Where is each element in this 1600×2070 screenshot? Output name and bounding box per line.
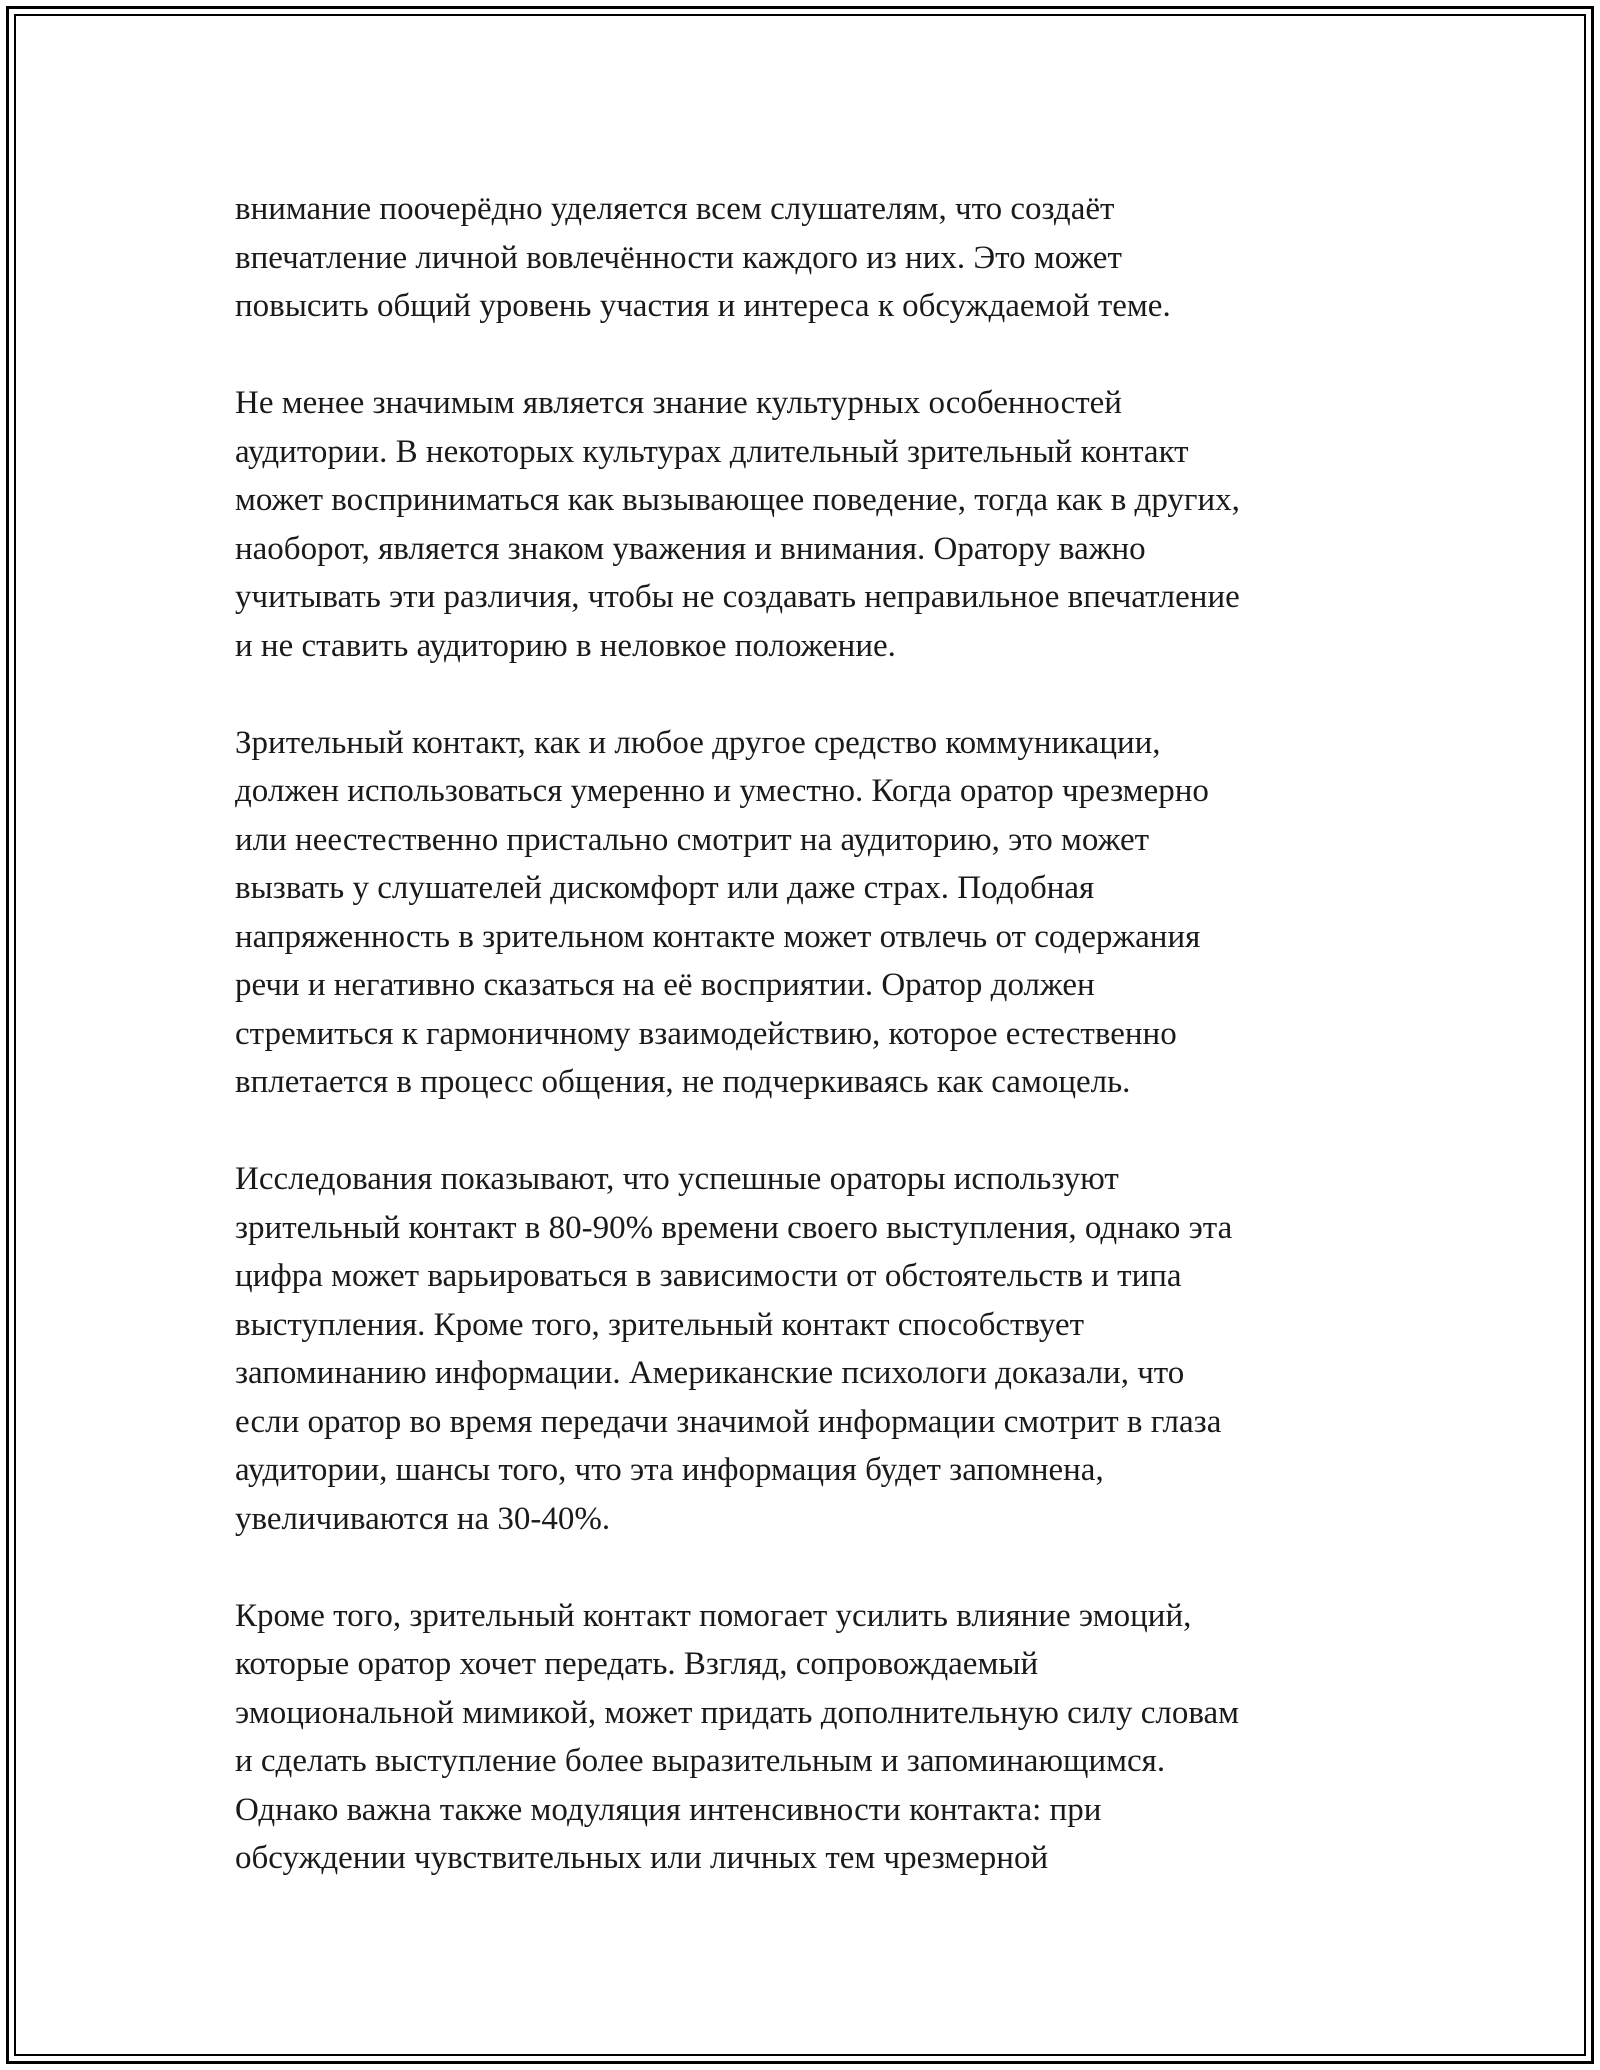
text-line: Исследования показывают, что успешные ораторы используют [235,1161,1119,1197]
text-line: запоминанию информации. Американские психологи доказали, что [235,1355,1185,1391]
text-line: напряженность в зрительном контакте может отвлечь от содержания [235,918,1201,955]
text-line: может восприниматься как вызывающее поведение, тогда как в других, [235,482,1240,518]
text-line: аудитории, шансы того, что эта информация будет запомнена, [235,1452,1104,1488]
text-line: стремиться к гармоничному взаимодействию, которое естественно [235,1015,1177,1052]
text-line: и сделать выступление более выразительным и запоминающимся. [235,1743,1166,1779]
text-line: выступления. Кроме того, зрительный контакт способствует [235,1306,1085,1343]
text-line: повысить общий уровень участия и интереса к обсуждаемой теме. [235,288,1171,324]
text-line: учитывать эти различия, чтобы не создавать неправильное впечатление [235,579,1240,615]
text-line: обсуждении чувствительных или личных тем чрезмерной [235,1840,1049,1876]
text-line: наоборот, является знаком уважения и внимания. Оратору важно [235,530,1146,567]
text-line: Не менее значимым является знание культурных особенностей [235,385,1122,421]
paragraph-1 [235,185,1385,331]
text-line: внимание поочерёдно уделяется всем слушателям, что создаёт [235,191,1115,227]
text-line: цифра может варьироваться в зависимости от обстоятельств и типа [235,1258,1182,1294]
text-line: зрительный контакт в 80-90% времени своего выступления, однако эта [235,1209,1233,1246]
paragraph-4 [235,1155,1385,1543]
text-line: Однако важна также модуляция интенсивности контакта: при [235,1791,1102,1828]
text-line: вплетается в процесс общения, не подчеркиваясь как самоцель. [235,1064,1131,1100]
text-line: увеличиваются на 30-40%. [235,1500,611,1537]
text-line: впечатление личной вовлечённости каждого из них. Это может [235,239,1122,276]
text-line: аудитории. В некоторых культурах длительный зрительный контакт [235,433,1189,470]
text-line: и не ставить аудиторию в неловкое положение. [235,627,896,664]
text-line: должен использоваться умеренно и уместно. Когда оратор чрезмерно [235,773,1209,809]
text-line: если оратор во время передачи значимой информации смотрит в глаза [235,1403,1222,1440]
paragraph-3 [235,719,1385,1107]
paragraph-5 [235,1592,1385,1883]
text-line: эмоциональной мимикой, может придать дополнительную силу словам [235,1694,1240,1731]
text-line: Кроме того, зрительный контакт помогает усилить влияние эмоций, [235,1597,1192,1634]
text-line: Зрительный контакт, как и любое другое средство коммуникации, [235,724,1161,761]
text-line: которые оратор хочет передать. Взгляд, сопровождаемый [235,1646,1039,1682]
text-line: речи и негативно сказаться на её восприятии. Оратор должен [235,967,1095,1003]
text-line: вызвать у слушателей дискомфорт или даже страх. Подобная [235,870,1095,906]
document-body [235,185,1385,1931]
text-line: или неестественно пристально смотрит на аудиторию, это может [235,821,1150,858]
paragraph-2 [235,379,1385,670]
